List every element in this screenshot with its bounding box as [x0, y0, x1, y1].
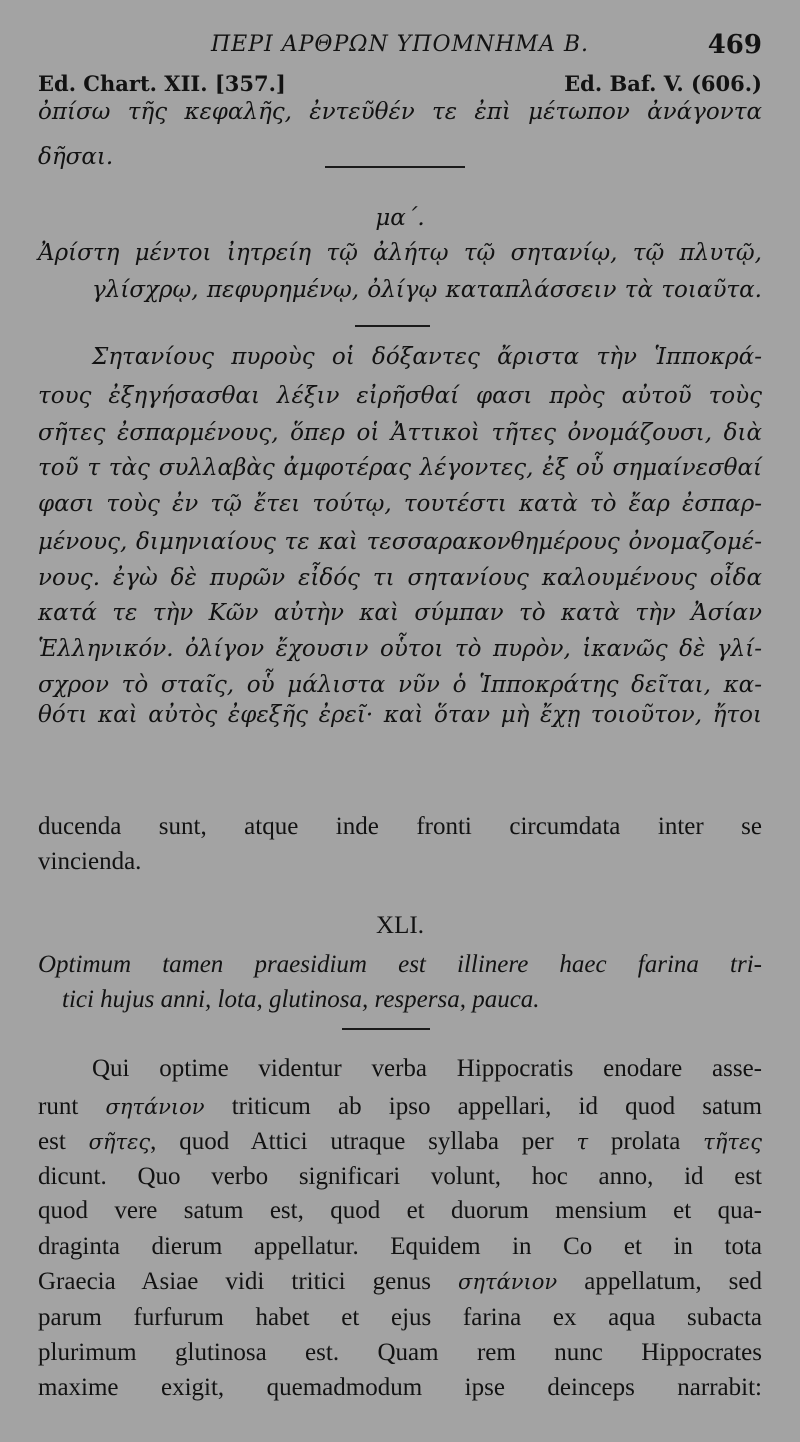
- edition-references: [38, 70, 762, 98]
- latin-commentary-line: [38, 1267, 762, 1297]
- latin-commentary-line: [92, 1054, 762, 1084]
- latin-lemma-line: Optimum tamen praesidium est illinere haec farina tri-: [38, 951, 762, 978]
- running-title: ΠΕΡΙ ΑΡΘΡΩΝ ΥΠΟΜΝΗΜΑ Β.: [210, 32, 590, 57]
- section-divider: [355, 325, 430, 327]
- latin-commentary-line: [38, 1303, 762, 1333]
- greek-commentary-line: θότι καὶ αὐτὸς ἐφεξῆς ἐρεῖ· καὶ ὅταν μὴ ἔχῃ τοιοῦτον, ἤτοι: [38, 702, 762, 728]
- latin-lemma-line: tici hujus anni, lota, glutinosa, respersa, pauca.: [62, 986, 540, 1013]
- edition-ref-basel: Ed. Baf. V. (606.): [564, 71, 762, 96]
- greek-commentary-line: φασι τοὺς ἐν τῷ ἔτει τούτῳ, τουτέστι κατὰ τὸ ἔαρ ἐσπαρ-: [38, 491, 762, 517]
- page-number: 469: [707, 30, 762, 60]
- latin-text: plurimum glutinosa est. Quam rem nunc Hippocrates: [38, 1339, 762, 1366]
- edition-ref-chartier: Ed. Chart. XII. [357.]: [38, 71, 286, 96]
- latin-text: Qui optime videntur verba Hippocratis enodare asse-: [92, 1055, 762, 1082]
- greek-commentary-line: Σητανίους πυροὺς οἱ δόξαντες ἄριστα τὴν Ἱπποκρά-: [92, 344, 762, 370]
- section-divider: [325, 166, 465, 168]
- latin-text: quod vere satum est, quod et duorum mensium et qua-: [38, 1197, 762, 1224]
- latin-commentary-line: [38, 1338, 762, 1368]
- greek-word: σητάνιον: [105, 1095, 205, 1119]
- greek-commentary-line: Ἑλληνικόν. ὀλίγον ἔχουσιν οὗτοι τὸ πυρὸν, ἱκανῶς δὲ γλί-: [38, 636, 762, 662]
- greek-commentary-line: μένους, διμηνιαίους τε καὶ τεσσαρακονθημέρους ὀνομαζομέ-: [38, 529, 762, 555]
- latin-commentary-line: [38, 1092, 762, 1122]
- latin-intro-line: vincienda.: [38, 848, 142, 875]
- greek-commentary-line: σχρον τὸ σταῖς, οὗ μάλιστα νῦν ὁ Ἱπποκράτης δεῖται, κα-: [38, 672, 762, 698]
- latin-text: Graecia Asiae vidi tritici genus: [38, 1268, 459, 1295]
- greek-commentary-line: σῆτες ἐσπαρμένους, ὅπερ οἱ Ἀττικοὶ τῆτες ὀνομάζουσι, διὰ: [38, 420, 762, 446]
- latin-commentary-line: [38, 1127, 762, 1157]
- greek-commentary-line: νους. ἐγὼ δὲ πυρῶν εἶδός τι σητανίους καλουμένους οἶδα: [38, 565, 762, 591]
- greek-section-number: μα΄.: [375, 205, 425, 231]
- greek-commentary-line: τοῦ τ τὰς συλλαβὰς ἀμφοτέρας λέγοντες, ἐξ οὗ σημαίνεσθαί: [38, 455, 762, 481]
- latin-text: prolata: [588, 1128, 704, 1155]
- greek-intro-line: ὀπίσω τῆς κεφαλῆς, ἐντεῦθέν τε ἐπὶ μέτωπον ἀνάγοντα: [38, 99, 762, 125]
- greek-lemma-line: γλίσχρῳ, πεφυρημένῳ, ὀλίγῳ καταπλάσσειν τὰ τοιαῦτα.: [92, 277, 762, 303]
- latin-section-number: XLI.: [376, 912, 424, 939]
- section-divider: [342, 1028, 430, 1030]
- latin-text: appellatum, sed: [557, 1268, 762, 1295]
- greek-commentary-line: κατά τε τὴν Κῶν αὐτὴν καὶ σύμπαν τὸ κατὰ τὴν Ἀσίαν: [38, 600, 762, 626]
- latin-intro-line: ducenda sunt, atque inde fronti circumdata inter se: [38, 813, 762, 840]
- latin-text: dicunt. Quo verbo significari volunt, hoc anno, id est: [38, 1163, 762, 1190]
- greek-lemma-line: Ἀρίστη μέντοι ἰητρείη τῷ ἀλήτῳ τῷ σητανίῳ, τῷ πλυτῷ,: [38, 240, 762, 266]
- greek-commentary-line: τους ἐξηγήσασθαι λέξιν εἰρῆσθαί φασι πρὸς αὐτοῦ τοὺς: [38, 383, 762, 409]
- latin-text: parum furfurum habet et ejus farina ex aqua subacta: [38, 1304, 762, 1331]
- latin-text: maxime exigit, quemadmodum ipse deinceps narrabit:: [38, 1374, 762, 1401]
- latin-commentary-line: [38, 1162, 762, 1192]
- greek-word: σῆτες: [88, 1130, 151, 1154]
- latin-commentary-line: [38, 1373, 762, 1403]
- latin-text: triticum ab ipso appellari, id quod satum: [204, 1093, 762, 1120]
- greek-letter: τ: [576, 1130, 589, 1154]
- latin-text: runt: [38, 1093, 106, 1120]
- latin-text: , quod Attici utraque syllaba per: [150, 1128, 577, 1155]
- latin-text: draginta dierum appellatur. Equidem in Co et in tota: [38, 1233, 762, 1260]
- latin-commentary-line: [38, 1196, 762, 1226]
- greek-intro-line: δῆσαι.: [38, 144, 114, 170]
- latin-text: est: [38, 1128, 89, 1155]
- page-header: [38, 28, 762, 62]
- greek-word: σητάνιον: [458, 1270, 558, 1294]
- greek-word: τῆτες: [703, 1130, 762, 1154]
- latin-commentary-line: [38, 1232, 762, 1262]
